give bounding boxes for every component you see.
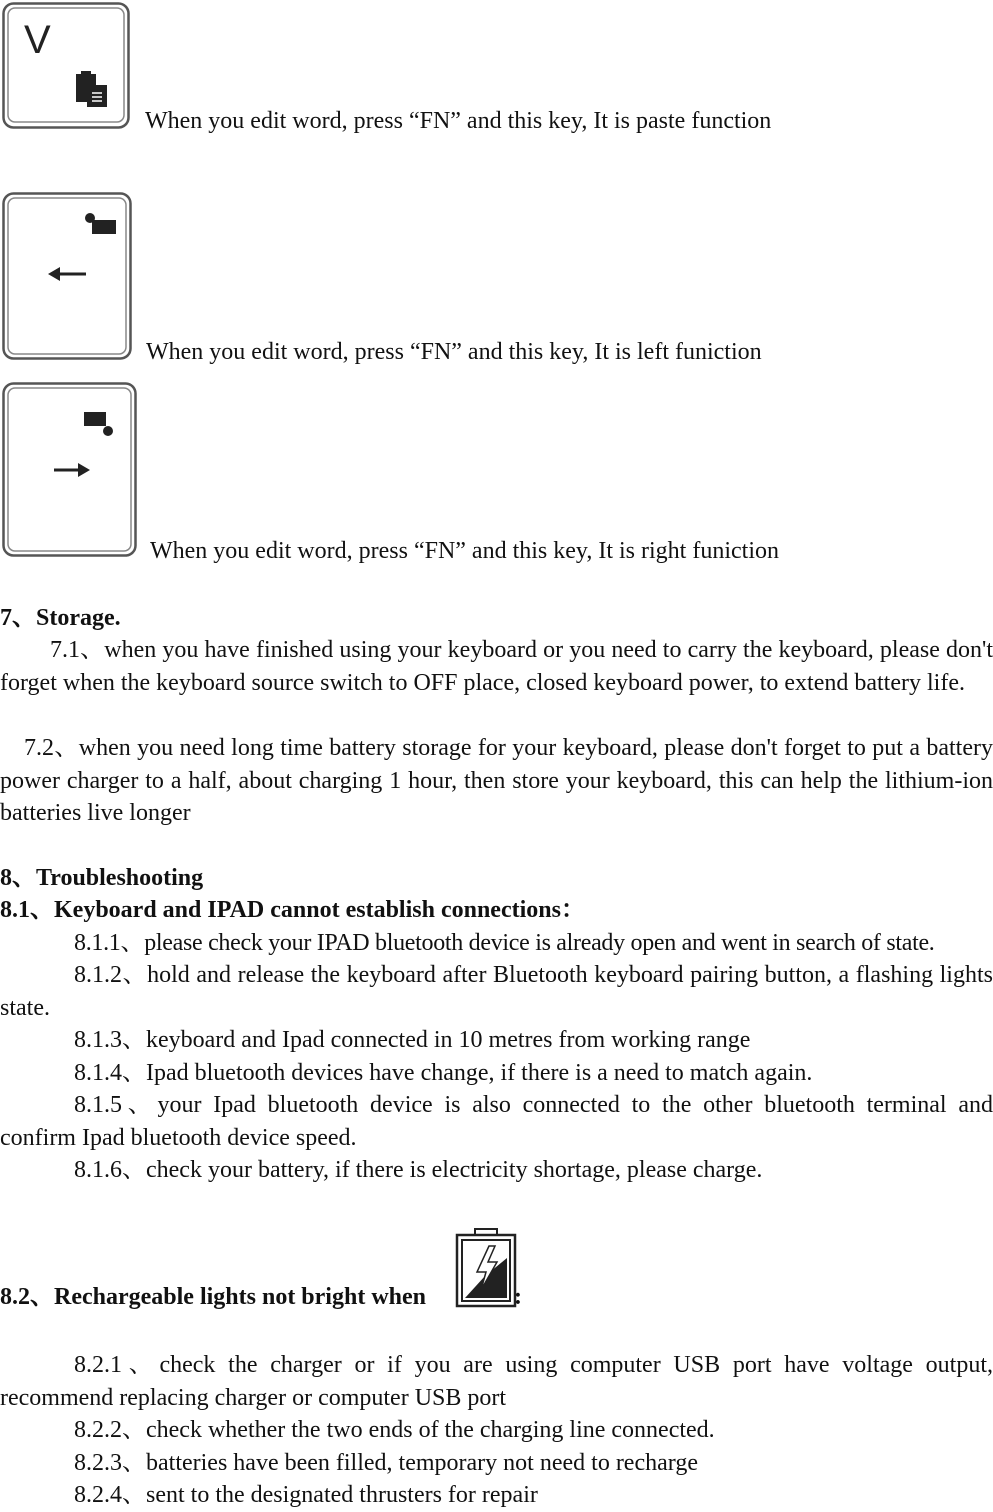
- right-arrow-icon: [52, 462, 92, 478]
- right-key-description: When you edit word, press “FN” and this key, It is right funiction: [150, 538, 779, 564]
- item-8-1-1: 8.1.1、please check your IPAD bluetooth device is already open and went in search of state.: [74, 930, 935, 956]
- flag-icon: [84, 212, 118, 236]
- left-key-description: When you edit word, press “FN” and this key, It is left funiction: [146, 339, 762, 365]
- key-letter-v: V: [24, 18, 51, 62]
- item-8-2-4: 8.2.4、sent to the designated thrusters for repair: [74, 1482, 538, 1508]
- section-8-2-heading: 8.2、Rechargeable lights not bright when: [0, 1284, 426, 1310]
- right-key: [2, 382, 137, 557]
- item-8-2-1: 8.2.1、check the charger or if you are using computer USB port have voltage output, recommend replacing charger or computer USB port: [0, 1352, 993, 1411]
- item-8-1-4: 8.1.4、Ipad bluetooth devices have change, if there is a need to match again.: [74, 1060, 813, 1086]
- battery-charging-icon: [455, 1228, 517, 1308]
- troubleshooting-heading: 8、Troubleshooting: [0, 865, 204, 891]
- storage-paragraph-7-1: 7.1、when you have finished using your keyboard or you need to carry the keyboard, please don't forget when the keyboard source switch to OFF place, closed keyboard power, to extend battery life.: [0, 637, 993, 696]
- section-8-2-colon: :: [514, 1284, 522, 1310]
- paste-key: [2, 2, 130, 129]
- left-arrow-icon: [48, 266, 88, 282]
- item-8-1-2: 8.1.2、hold and release the keyboard after Bluetooth keyboard pairing button, a flashing lights state.: [0, 962, 993, 1021]
- left-key: [2, 192, 132, 360]
- storage-heading: 7、Storage.: [0, 605, 121, 631]
- section-8-1-heading: 8.1、Keyboard and IPAD cannot establish connections：: [0, 897, 585, 923]
- storage-paragraph-7-2: 7.2、when you need long time battery storage for your keyboard, please don't forget to put a battery power charger to a half, about charging 1 hour, then store your keyboard, this can help the lithium-ion batteries live longer: [0, 735, 993, 826]
- item-8-2-3: 8.2.3、batteries have been filled, temporary not need to recharge: [74, 1450, 698, 1476]
- item-8-1-6: 8.1.6、check your battery, if there is electricity shortage, please charge.: [74, 1157, 763, 1183]
- flag-icon: [84, 410, 118, 440]
- paste-icon: [74, 70, 110, 108]
- item-8-2-2: 8.2.2、check whether the two ends of the charging line connected.: [74, 1417, 715, 1443]
- item-8-1-5: 8.1.5、your Ipad bluetooth device is also connected to the other bluetooth terminal and confirm Ipad bluetooth device speed.: [0, 1092, 993, 1151]
- item-8-1-3: 8.1.3、keyboard and Ipad connected in 10 metres from working range: [74, 1027, 751, 1053]
- paste-key-description: When you edit word, press “FN” and this key, It is paste function: [145, 108, 772, 134]
